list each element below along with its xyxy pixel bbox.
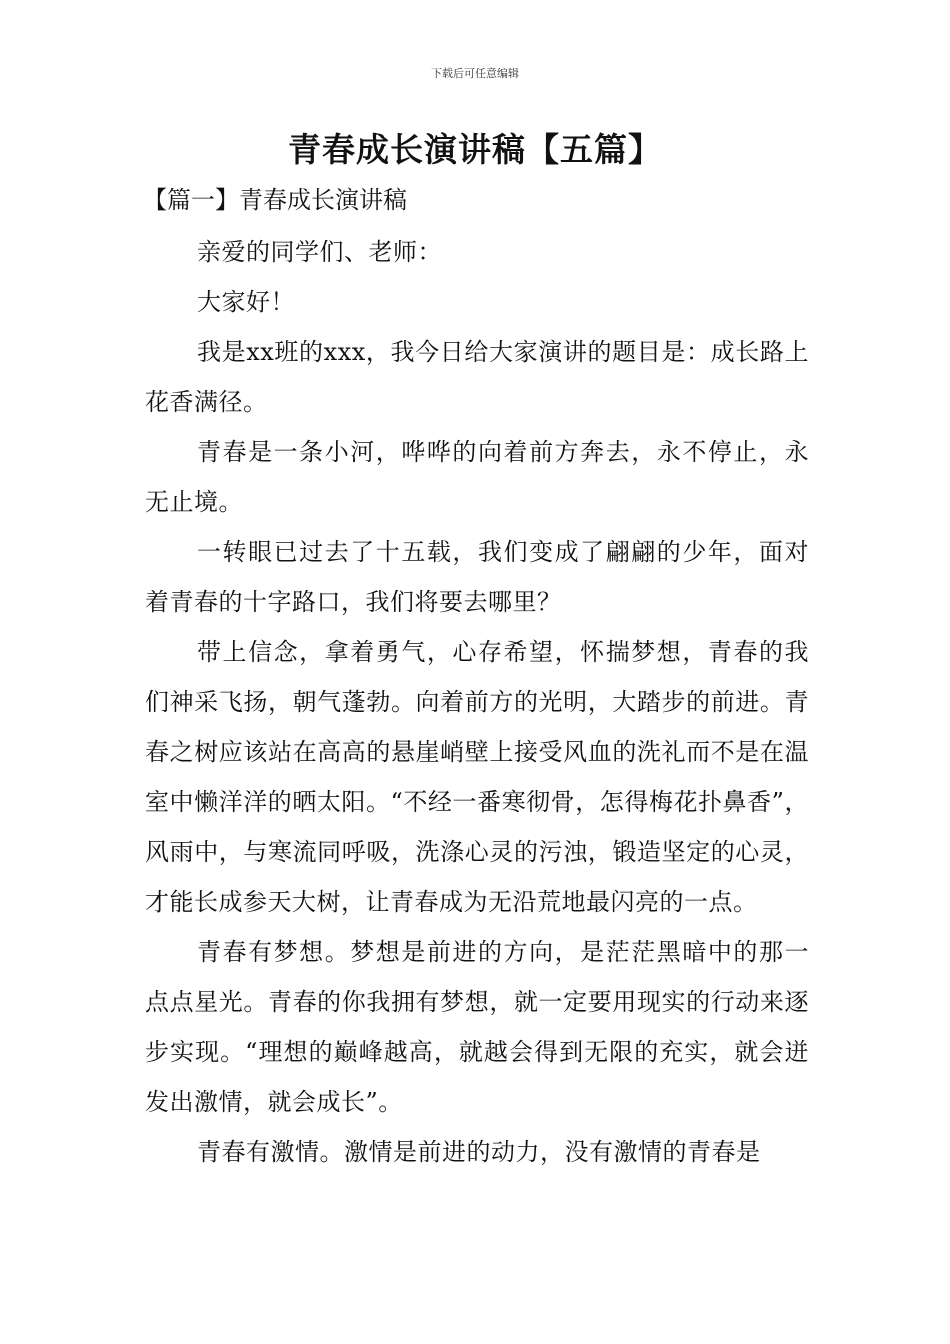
document-title: 青春成长演讲稿【五篇】 bbox=[288, 130, 662, 169]
paragraph: 亲爱的同学们、老师： bbox=[197, 238, 442, 266]
paragraph: 青春是一条小河，哗哗的向着前方奔去，永不停止，永无止境。 bbox=[145, 438, 809, 516]
document-body bbox=[145, 227, 809, 1177]
paragraph: 青春有激情。激情是前进的动力，没有激情的青春是 bbox=[197, 1138, 761, 1166]
paragraph: 一转眼已过去了十五载，我们变成了翩翩的少年，面对着青春的十字路口，我们将要去哪里？ bbox=[145, 538, 809, 616]
paragraph: 青春有梦想。梦想是前进的方向，是茫茫黑暗中的那一点点星光。青春的你我拥有梦想，就一定要用现实的行动来逐步实现。“理想的巅峰越高，就越会得到无限的充实，就会迸发出激情，就会成长”。 bbox=[145, 938, 809, 1116]
paragraph: 带上信念，拿着勇气，心存希望，怀揣梦想，青春的我们神采飞扬，朝气蓬勃。向着前方的光明，大踏步的前进。青春之树应该站在高高的悬崖峭壁上接受风血的洗礼而不是在温室中懒洋洋的晒太阳。“不经一番寒彻骨，怎得梅花扑鼻香”，风雨中，与寒流同呼吸，洗涤心灵的污浊，锻造坚定的心灵，才能长成参天大树，让青春成为无沿荒地最闪亮的一点。 bbox=[145, 638, 809, 916]
paragraph: 大家好！ bbox=[197, 288, 295, 316]
paragraph: 我是xx班的xxx，我今日给大家演讲的题目是：成长路上花香满径。 bbox=[145, 338, 809, 416]
section-heading: 【篇一】青春成长演讲稿 bbox=[143, 186, 407, 214]
header-note: 下载后可任意编辑 bbox=[431, 67, 519, 80]
